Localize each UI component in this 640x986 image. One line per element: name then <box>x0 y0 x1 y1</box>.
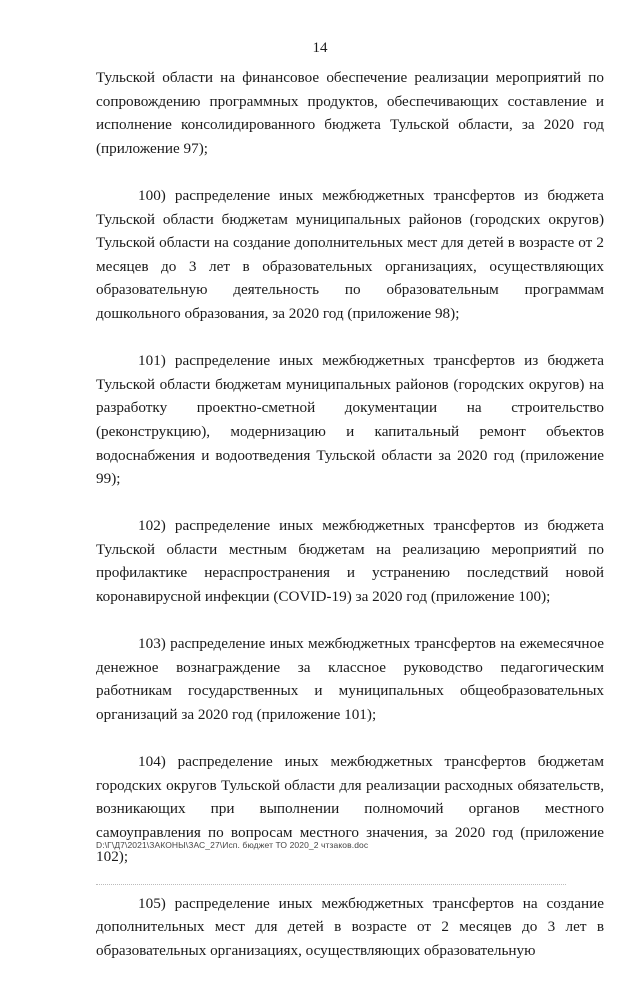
paragraph-item-102: 102) распределение иных межбюджетных трансфертов из бюджета Тульской области местным бюджетам на реализацию мероприятий по профилактике нераспространения и устранению последствий новой коронавирусной инфекции (COVID-19) за 2020 год (приложение 100); <box>96 517 604 606</box>
scan-artifact-line <box>96 884 566 887</box>
footer-file-path: D:\Г\Д7\2021\ЗАКОНЫ\ЗАС_27\Исп. бюджет ТО 2020_2 чтзаков.doc <box>96 840 369 850</box>
paragraph-continuation: Тульской области на финансовое обеспечение реализации мероприятий по сопровождению программных продуктов, обеспечивающих составление и исполнение консолидированного бюджета Тульской области, за 2020 год (приложение 97); <box>96 69 604 157</box>
paragraph-item-105: 105) распределение иных межбюджетных трансфертов на создание дополнительных мест для детей в возрасте от 2 месяцев до 3 лет в образовательных организациях, осуществляющих образовательную <box>96 894 604 959</box>
paragraph-item-100: 100) распределение иных межбюджетных трансфертов из бюджета Тульской области бюджетам муниципальных районов (городских округов) Тульской области на создание дополнительных мест для детей в возрасте от 2 месяцев до 3 лет в образовательных организациях, осуществляющих образовательную деятельность по образовательным программам дошкольного образования, за 2020 год (приложение 98); <box>96 186 604 322</box>
paragraph-item-104: 104) распределение иных межбюджетных трансфертов бюджетам городских округов Тульской области для реализации расходных обязательств, возникающих при выполнении полномочий органов местного самоуправления по вопросам местного значения, за 2020 год (приложение 102); <box>96 753 604 865</box>
paragraph-item-103: 103) распределение иных межбюджетных трансфертов на ежемесячное денежное вознаграждение за классное руководство педагогическим работникам государственных и муниципальных общеобразовательных организаций за 2020 год (приложение 101); <box>96 635 604 724</box>
paragraph-item-101: 101) распределение иных межбюджетных трансфертов из бюджета Тульской области бюджетам муниципальных районов (городских округов) на разработку проектно-сметной документации на строительство (реконструкцию), модернизацию и капитальный ремонт объектов водоснабжения и водоотведения Тульской области за 2020 год (приложение 99); <box>96 352 604 488</box>
page-number: 14 <box>312 40 328 56</box>
